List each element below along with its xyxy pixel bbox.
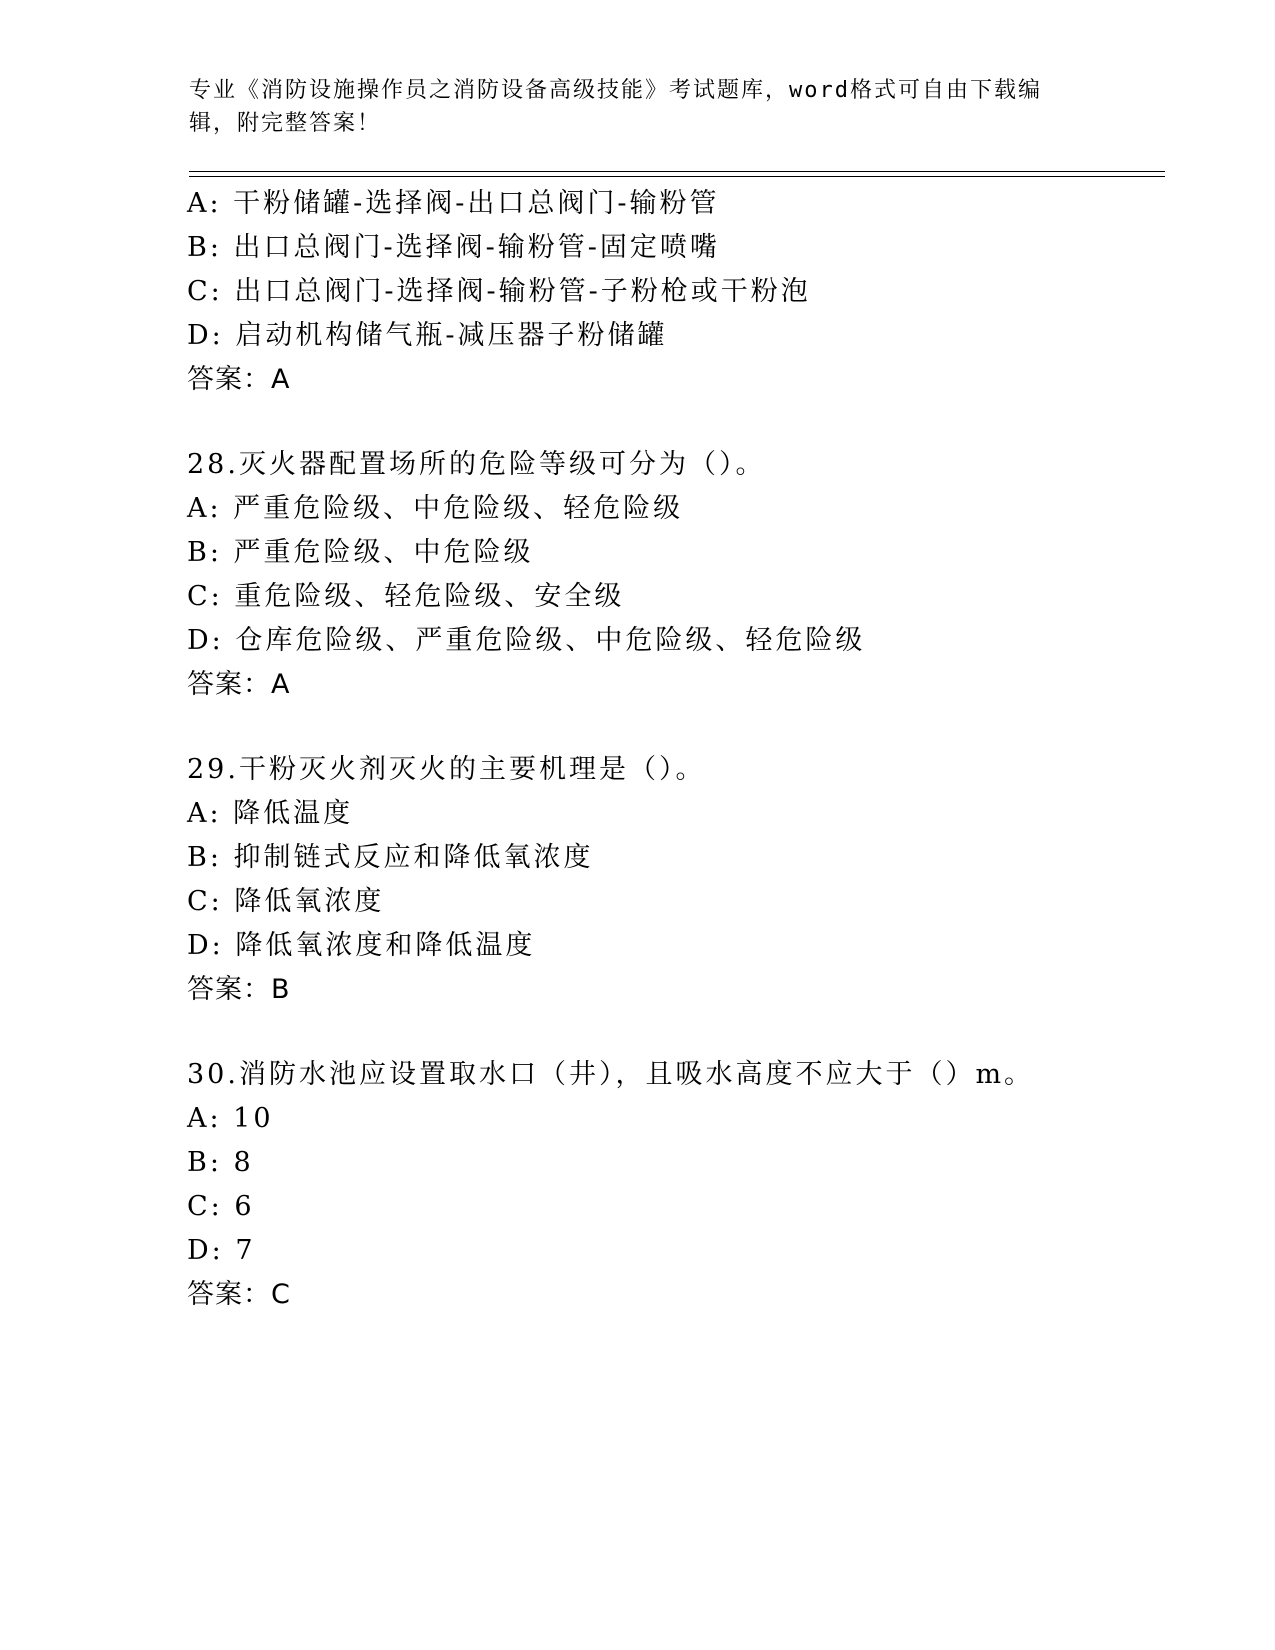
q27-option-b: B: 出口总阀门-选择阀-输粉管-固定喷嘴: [187, 232, 720, 263]
q28-option-b: B: 严重危险级、中危险级: [187, 537, 534, 568]
q28-option-a: A: 严重危险级、中危险级、轻危险级: [187, 493, 684, 524]
q28-question: 28.灭火器配置场所的危险等级可分为（）。: [187, 449, 766, 480]
q27-option-c: C: 出口总阀门-选择阀-输粉管-子粉枪或干粉泡: [187, 276, 811, 307]
q30-option-d: D: 7: [187, 1235, 256, 1266]
q29-option-c: C: 降低氧浓度: [187, 886, 385, 917]
q27-option-a: A: 干粉储罐-选择阀-出口总阀门-输粉管: [187, 188, 720, 219]
header-rule-bottom: [189, 176, 1165, 177]
q28-option-d: D: 仓库危险级、严重危险级、中危险级、轻危险级: [187, 625, 866, 656]
q27-option-d: D: 启动机构储气瓶-减压器子粉储罐: [187, 320, 668, 351]
q29-option-a: A: 降低温度: [187, 798, 354, 829]
q28-option-c: C: 重危险级、轻危险级、安全级: [187, 581, 625, 612]
q29-option-d: D: 降低氧浓度和降低温度: [187, 930, 536, 961]
header-rule-top: [189, 171, 1165, 172]
q29-option-b: B: 抑制链式反应和降低氧浓度: [187, 842, 594, 873]
q30-answer: 答案：C: [187, 1279, 291, 1310]
q30-question: 30.消防水池应设置取水口（井），且吸水高度不应大于（）m。: [187, 1059, 1035, 1090]
q29-question: 29.干粉灭火剂灭火的主要机理是（）。: [187, 754, 706, 785]
q27-answer: 答案：A: [187, 364, 291, 395]
q29-answer: 答案：B: [187, 974, 291, 1005]
q30-option-a: A: 10: [187, 1103, 274, 1134]
q30-option-b: B: 8: [187, 1147, 254, 1178]
q28-answer: 答案：A: [187, 669, 291, 700]
document-header: 专业《消防设施操作员之消防设备高级技能》考试题库，word格式可自由下载编辑，附完整答案！: [189, 78, 1042, 136]
q30-option-c: C: 6: [187, 1191, 255, 1222]
